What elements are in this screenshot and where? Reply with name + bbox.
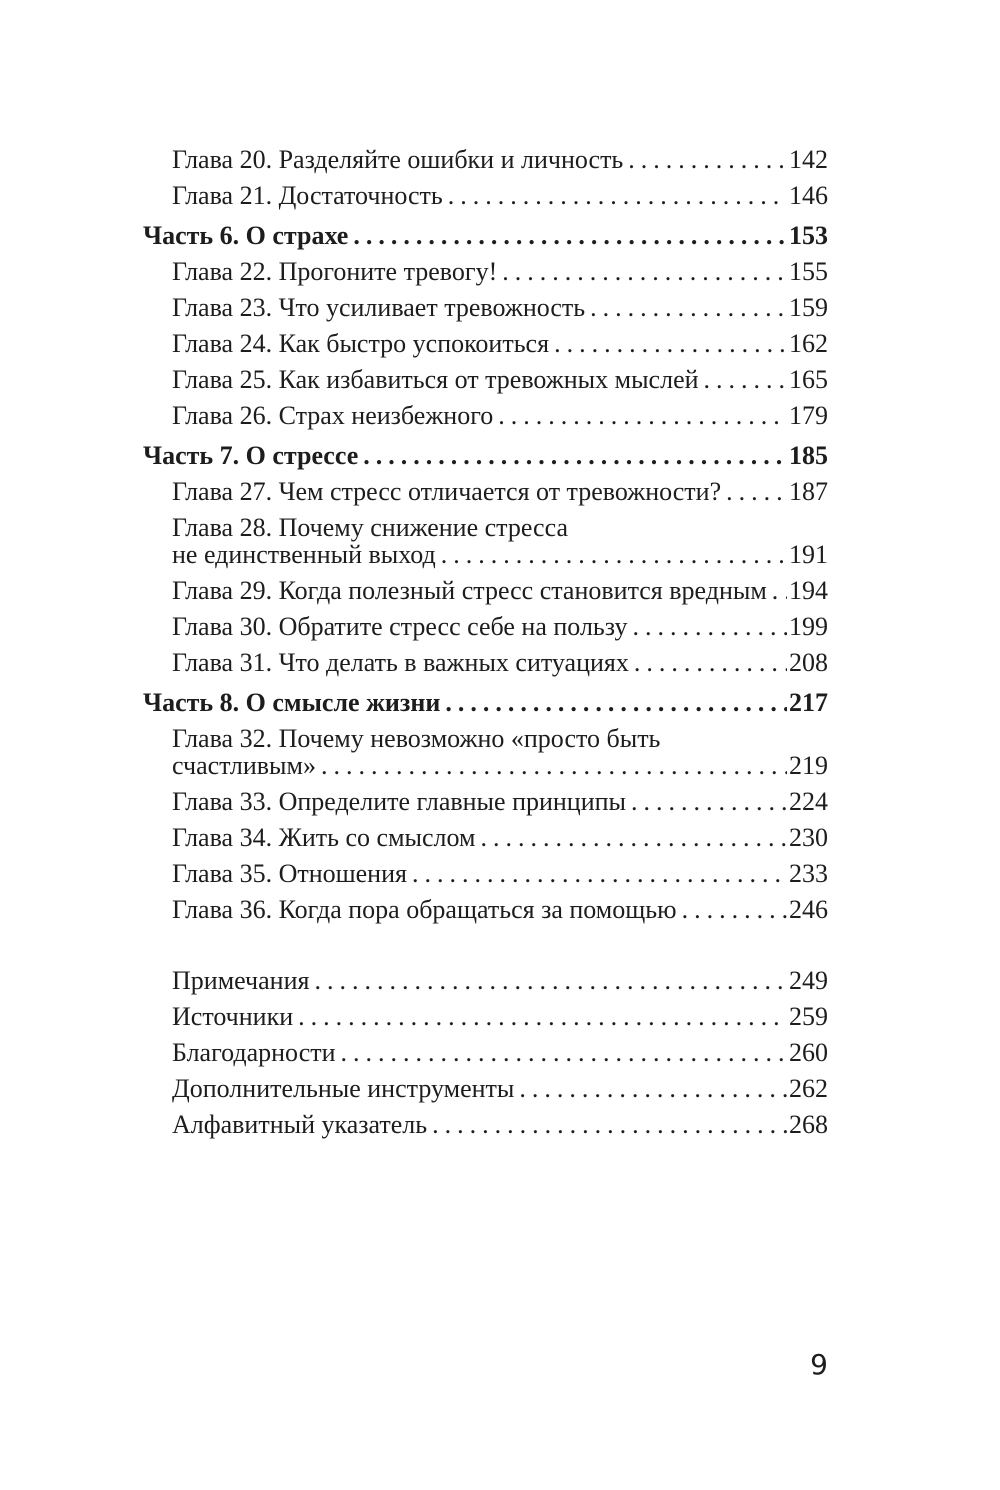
toc-entry-page: 194 <box>789 576 828 605</box>
toc-entry <box>143 1075 828 1102</box>
dot-leader <box>682 896 787 923</box>
toc-entry <box>143 725 828 779</box>
toc-entry-label: Глава 29. Когда полезный стресс становится вредным <box>172 576 767 605</box>
toc-entry <box>143 1111 828 1138</box>
toc-entry <box>143 649 828 676</box>
toc-entry-page: 199 <box>789 612 828 641</box>
dot-leader <box>321 752 787 779</box>
dot-leader <box>704 366 787 393</box>
toc-entry <box>143 294 828 321</box>
dot-leader <box>314 967 787 994</box>
toc-entry-label: Часть 6. О страхе <box>143 221 349 250</box>
toc-entry <box>143 1003 828 1030</box>
dot-leader <box>353 222 787 249</box>
dot-leader <box>432 1111 787 1138</box>
toc-entry-label: Глава 36. Когда пора обращаться за помощью <box>172 895 677 924</box>
dot-leader <box>631 788 787 815</box>
toc-entry-page: 179 <box>789 401 828 430</box>
dot-leader <box>445 689 787 716</box>
toc-entry-page: 233 <box>789 859 828 888</box>
dot-leader <box>448 182 787 209</box>
toc-entry-label: Глава 25. Как избавиться от тревожных мыслей <box>172 365 699 394</box>
toc-entry-label: Глава 26. Страх неизбежного <box>172 401 494 430</box>
toc-entry-page: 219 <box>789 751 828 780</box>
toc-entry-label: Глава 20. Разделяйте ошибки и личность <box>172 145 624 174</box>
toc-entry-page: 260 <box>789 1038 828 1067</box>
toc-entry-page: 249 <box>789 966 828 995</box>
toc-entry-line <box>172 514 828 541</box>
toc-entry-label: Глава 23. Что усиливает тревожность <box>172 293 586 322</box>
dot-leader <box>298 1003 787 1030</box>
toc-entry-line <box>172 752 828 779</box>
dot-leader <box>412 860 787 887</box>
toc-part-entry <box>143 442 828 469</box>
dot-leader <box>590 294 787 321</box>
toc-entry-page: 142 <box>789 145 828 174</box>
toc-entry-page: 153 <box>789 221 828 250</box>
page-number: 9 <box>810 1348 828 1381</box>
toc-entry <box>143 577 828 604</box>
toc-entry-label: Глава 28. Почему снижение стресса <box>172 513 568 542</box>
dot-leader <box>633 613 787 640</box>
toc-entry-page: 146 <box>789 181 828 210</box>
toc-entry-label: Глава 35. Отношения <box>172 859 407 888</box>
toc-entry <box>143 330 828 357</box>
toc-entry <box>143 860 828 887</box>
dot-leader <box>502 258 787 285</box>
toc-entry-label: Глава 30. Обратите стресс себе на пользу <box>172 612 628 641</box>
dot-leader <box>726 478 787 505</box>
toc-entry-page: 268 <box>789 1110 828 1139</box>
toc-part-entry <box>143 689 828 716</box>
toc-entry-line <box>172 541 828 568</box>
toc-entry-label: Глава 31. Что делать в важных ситуациях <box>172 648 629 677</box>
toc-entry <box>143 478 828 505</box>
toc-entry-page: 187 <box>789 477 828 506</box>
toc-entry <box>143 613 828 640</box>
dot-leader <box>341 1039 787 1066</box>
dot-leader <box>634 649 787 676</box>
dot-leader <box>441 541 787 568</box>
toc-entry-page: 159 <box>789 293 828 322</box>
dot-leader <box>772 577 787 604</box>
toc-entry <box>143 182 828 209</box>
toc-entry-label: Часть 8. О смысле жизни <box>143 688 441 717</box>
toc-entry-label: Примечания <box>172 966 310 995</box>
toc-entry-label: Благодарности <box>172 1038 336 1067</box>
dot-leader <box>498 402 787 429</box>
toc-entry-label: Алфавитный указатель <box>172 1110 428 1139</box>
toc-entry <box>143 258 828 285</box>
toc-entry-label: не единственный выход <box>172 540 436 569</box>
toc-entry <box>143 967 828 994</box>
toc-entry-line <box>172 725 828 752</box>
toc-entry-page: 155 <box>789 257 828 286</box>
toc-entry-page: 246 <box>789 895 828 924</box>
toc-part-entry <box>143 222 828 249</box>
dot-leader <box>554 330 787 357</box>
toc-entry-label: Источники <box>172 1002 294 1031</box>
dot-leader <box>628 146 787 173</box>
toc-entry-label: счастливым» <box>172 751 316 780</box>
toc-entry <box>143 402 828 429</box>
toc-entry-page: 230 <box>789 823 828 852</box>
toc-entry <box>143 896 828 923</box>
toc-entry-label: Глава 32. Почему невозможно «просто быть <box>172 724 661 753</box>
toc-entry-page: 262 <box>789 1074 828 1103</box>
dot-leader <box>480 824 787 851</box>
toc-entry <box>143 824 828 851</box>
toc-entry <box>143 146 828 173</box>
toc-entry-label: Глава 22. Прогоните тревогу! <box>172 257 498 286</box>
toc-entry <box>143 514 828 568</box>
toc-entry-label: Глава 33. Определите главные принципы <box>172 787 627 816</box>
toc-entry-page: 217 <box>789 688 828 717</box>
toc-entry-label: Часть 7. О стрессе <box>143 441 359 470</box>
toc-entry <box>143 1039 828 1066</box>
dot-leader <box>363 442 787 469</box>
toc-entry-page: 224 <box>789 787 828 816</box>
toc-entry-page: 185 <box>789 441 828 470</box>
toc-entry-page: 259 <box>789 1002 828 1031</box>
toc-entry-label: Глава 24. Как быстро успокоиться <box>172 329 550 358</box>
toc-entry <box>143 788 828 815</box>
toc-entry-label: Дополнительные инструменты <box>172 1074 515 1103</box>
toc-entry-page: 162 <box>789 329 828 358</box>
toc-entry <box>143 366 828 393</box>
toc-entry-label: Глава 21. Достаточность <box>172 181 443 210</box>
toc-entry-label: Глава 27. Чем стресс отличается от тревожности? <box>172 477 722 506</box>
toc-entry-label: Глава 34. Жить со смыслом <box>172 823 476 852</box>
toc-entry-page: 191 <box>789 540 828 569</box>
toc-entry-page: 165 <box>789 365 828 394</box>
toc-entry-page: 208 <box>789 648 828 677</box>
table-of-contents <box>143 146 828 1147</box>
dot-leader <box>519 1075 787 1102</box>
